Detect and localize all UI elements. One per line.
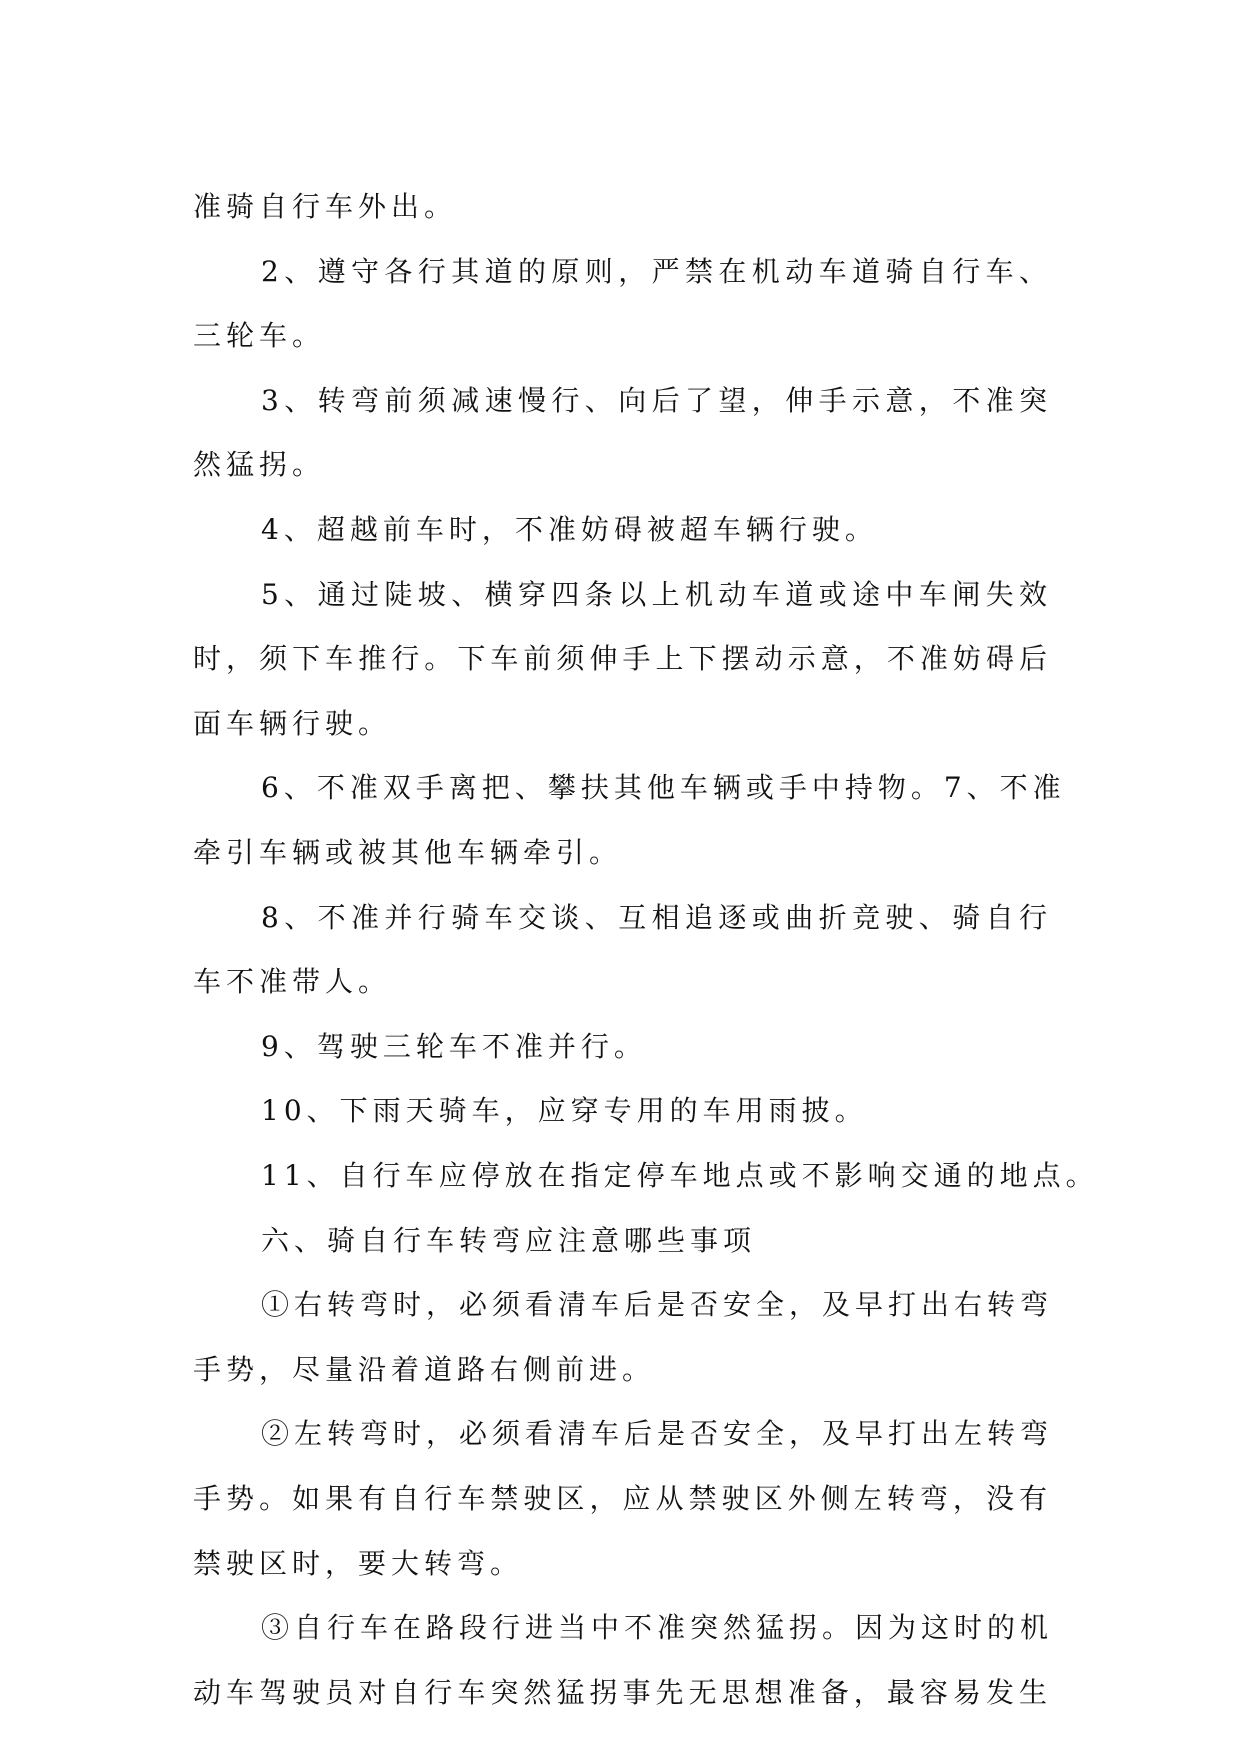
text-line: ①右转弯时，必须看清车后是否安全，及早打出右转弯 xyxy=(261,1288,1054,1322)
text-line: 然猛拐。 xyxy=(193,448,326,482)
text-line: 2、遵守各行其道的原则，严禁在机动车道骑自行车、 xyxy=(261,254,1052,288)
text-line: 车不准带人。 xyxy=(193,965,392,999)
text-line: ②左转弯时，必须看清车后是否安全，及早打出左转弯 xyxy=(261,1417,1054,1451)
text-line: 5、通过陡坡、横穿四条以上机动车道或途中车闸失效 xyxy=(261,577,1052,611)
text-line: 9、驾驶三轮车不准并行。 xyxy=(261,1029,647,1063)
text-line: 3、转弯前须减速慢行、向后了望，伸手示意，不准突 xyxy=(261,383,1052,417)
text-line: 手势，尽量沿着道路右侧前进。 xyxy=(193,1352,656,1386)
text-line: 动车驾驶员对自行车突然猛拐事先无思想准备，最容易发生 xyxy=(193,1675,1052,1709)
text-line: 禁驶区时，要大转弯。 xyxy=(193,1546,524,1580)
text-line: 准骑自行车外出。 xyxy=(193,190,458,223)
text-line: 手势。如果有自行车禁驶区，应从禁驶区外侧左转弯，没有 xyxy=(193,1482,1052,1515)
text-line: 6、不准双手离把、攀扶其他车辆或手中持物。7、不准 xyxy=(261,771,1066,805)
text-line: 8、不准并行骑车交谈、互相追逐或曲折竞驶、骑自行 xyxy=(261,900,1052,934)
text-line: 牵引车辆或被其他车辆牵引。 xyxy=(193,836,623,869)
text-line: 三轮车。 xyxy=(193,319,326,353)
text-line: ③自行车在路段行进当中不准突然猛拐。因为这时的机 xyxy=(261,1611,1054,1645)
text-line: 4、超越前车时，不准妨碍被超车辆行驶。 xyxy=(261,513,878,546)
text-line: 11、自行车应停放在指定停车地点或不影响交通的地点。 xyxy=(261,1159,1099,1192)
text-line: 时，须下车推行。下车前须伸手上下摆动示意，不准妨碍后 xyxy=(193,642,1052,676)
text-line: 10、下雨天骑车，应穿专用的车用雨披。 xyxy=(261,1094,868,1128)
text-line: 六、骑自行车转弯应注意哪些事项 xyxy=(261,1223,757,1257)
text-line: 面车辆行驶。 xyxy=(193,706,392,740)
